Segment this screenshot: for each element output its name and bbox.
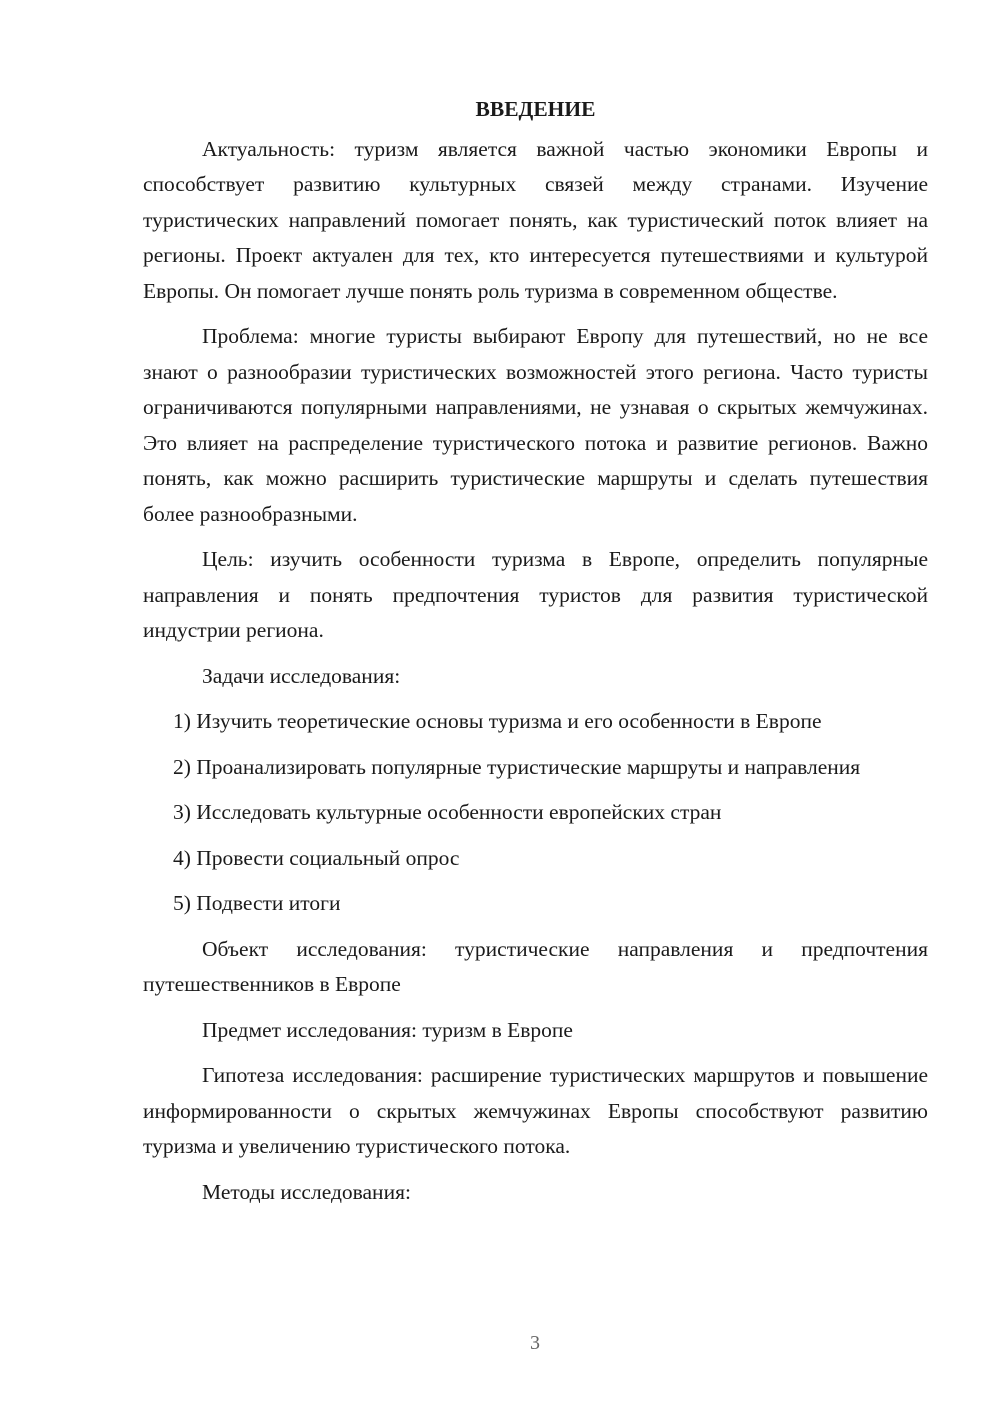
problem-paragraph: Проблема: многие туристы выбирают Европу для путешествий, но не все знают о разнообразии туристических возможностей этого региона. Часто туристы ограничиваются популярными направлениями, не узнавая о скрытых жемчужинах. Это влияет на распределение туристического потока и развитие регионов. Важно понять, как можно расширить туристические маршруты и сделать путешествия более разнообразными. xyxy=(143,324,928,526)
relevance-paragraph: Актуальность: туризм является важной частью экономики Европы и способствует развитию культурных связей между странами. Изучение туристических направлений помогает понять, как туристический поток влияет на регионы. Проект актуален для тех, кто интересуется путешествиями и культурой Европы. Он помогает лучше понять роль туризма в современном обществе. xyxy=(143,136,928,303)
task-item-5: 5) Подвести итоги xyxy=(173,891,341,915)
task-item-4: 4) Провести социальный опрос xyxy=(173,845,460,870)
tasks-heading: Задачи исследования: xyxy=(202,663,401,688)
task-item-3: 3) Исследовать культурные особенности европейских стран xyxy=(173,800,722,824)
methods-heading: Методы исследования: xyxy=(202,1179,411,1204)
page-number: 3 xyxy=(530,1332,540,1354)
task-item-1: 1) Изучить теоретические основы туризма и его особенности в Европе xyxy=(173,709,822,733)
page-title: ВВЕДЕНИЕ xyxy=(475,97,596,121)
goal-paragraph: Цель: изучить особенности туризма в Европе, определить популярные направления и понять предпочтения туристов для развития туристической индустрии региона. xyxy=(143,547,928,642)
document-page xyxy=(143,92,928,1220)
task-item-2: 2) Проанализировать популярные туристические маршруты и направления xyxy=(173,754,861,779)
hypothesis-paragraph: Гипотеза исследования: расширение туристических маршрутов и повышение информированности о скрытых жемчужинах Европы способствуют развитию туризма и увеличению туристического потока. xyxy=(143,1063,928,1158)
subject-paragraph: Предмет исследования: туризм в Европе xyxy=(202,1017,573,1042)
object-paragraph: Объект исследования: туристические направления и предпочтения путешественников в Европе xyxy=(143,936,928,996)
